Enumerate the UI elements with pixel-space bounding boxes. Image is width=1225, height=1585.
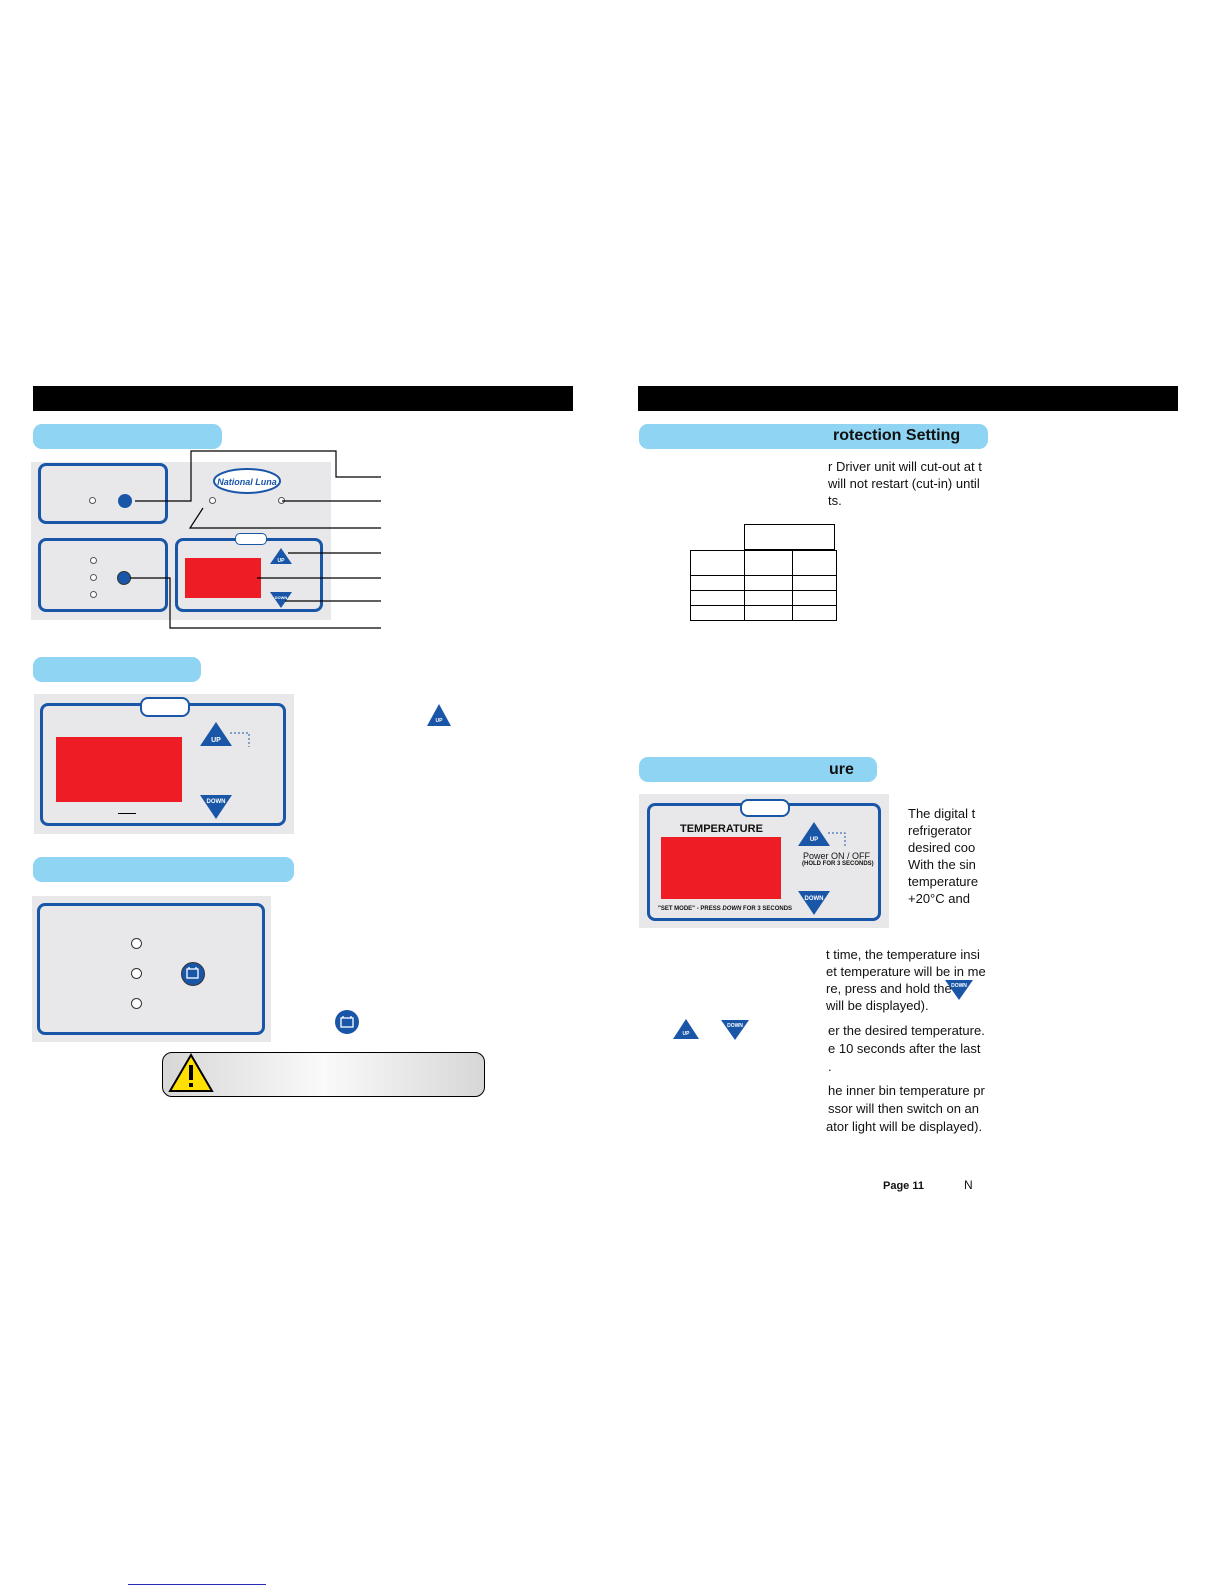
para2-down-icon [721,1020,749,1040]
right-section-heading-1: rotection Setting [833,427,961,444]
left-section-pill-3 [33,857,294,882]
para1-line-3: re, press and hold the [826,981,952,996]
left-section-pill-2 [33,657,201,682]
right-header-bar [638,386,1178,411]
section1-line-3: ts. [828,493,842,508]
para2-line-1: er the desired temperature. [828,1023,985,1038]
right-section-heading-2: ure [829,761,854,778]
side-line-6: +20°C and [908,891,970,906]
side-line-4: With the sin [908,857,976,872]
battery-panel-led-3 [131,998,142,1009]
para2-down-label: DOWN [727,1023,743,1029]
inline-up-icon-label: UP [435,718,443,724]
table-row [691,576,837,591]
para1-inline-down-label: DOWN [951,983,967,989]
para2-up-label: UP [682,1031,690,1037]
temperature-snowflake-icon [740,799,790,817]
table-header-box [744,524,835,550]
section1-line-1: r Driver unit will cut-out at t [828,459,982,474]
display-red-screen [56,737,182,802]
warning-triangle-icon [168,1053,214,1093]
para2-up-icon [673,1019,699,1039]
para2-line-2: e 10 seconds after the last [828,1041,981,1056]
display-down-button[interactable] [200,795,232,819]
callout-lines [0,0,400,640]
power-on-off-label: Power ON / OFF [803,851,871,861]
para2-line-3: . [828,1059,832,1074]
temperature-down-button[interactable] [798,891,830,915]
para3-line-2: ssor will then switch on an [828,1101,980,1116]
hold-label: (HOLD FOR 3 SECONDS) [802,861,874,867]
table-row [691,591,837,606]
set-mode-suffix: FOR 3 SECONDS [741,906,793,912]
up-label: UP [277,558,285,564]
temperature-down-label: DOWN [804,896,824,902]
para1-line-2: et temperature will be in me [826,964,986,979]
side-line-1: The digital t [908,806,976,821]
side-line-3: desired coo [908,840,976,855]
display-up-button[interactable] [200,722,232,746]
side-line-5: temperature [908,874,979,889]
para3-line-1: he inner bin temperature pr [828,1083,985,1098]
battery-panel-led-2 [131,968,142,979]
side-line-2: refrigerator [908,823,972,838]
display-up-label: UP [211,737,221,744]
set-mode-label [658,906,792,912]
protection-table [690,550,837,621]
para3-line-3: ator light will be displayed). [826,1119,983,1134]
display-up-dotted-line [230,732,252,748]
battery-panel-frame [37,903,265,1035]
battery-panel-led-1 [131,938,142,949]
inline-battery-icon [335,1010,359,1034]
temperature-label: TEMPERATURE [680,823,763,835]
logo-text: National Luna [217,477,277,487]
table-row [691,551,837,576]
para1-line-4: will be displayed). [826,998,929,1013]
temperature-up-button[interactable] [798,822,830,846]
footer-letter: N [964,1178,973,1192]
battery-panel-battery-icon [181,962,205,986]
para1-line-1: t time, the temperature insi [826,947,980,962]
temperature-up-label: UP [809,837,819,843]
para1-inline-down-icon [945,980,973,1000]
inline-up-icon [427,704,451,726]
table-row [691,606,837,621]
set-mode-down: DOWN [722,906,742,912]
display-snowflake-icon [140,697,190,717]
section1-line-2: will not restart (cut-in) until [828,476,980,491]
page-number: Page 11 [883,1180,924,1192]
temperature-up-dotted-line [828,832,848,848]
display-down-label: DOWN [206,799,226,805]
set-mode-prefix: "SET MODE" - PRESS [658,906,723,912]
temperature-display [661,837,781,899]
display-dash [118,813,136,814]
down-label: DOWN [274,595,288,600]
